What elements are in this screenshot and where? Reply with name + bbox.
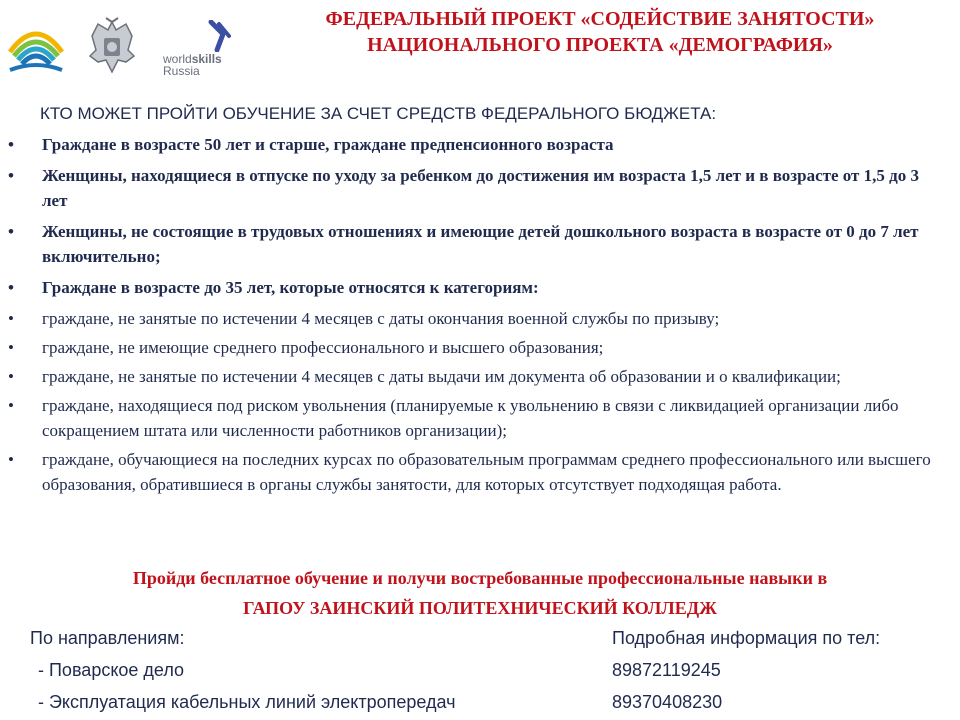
list-item (0, 364, 960, 389)
list-item-text: граждане, не занятые по истечении 4 месяцев с даты окончания военной службы по призыву; (42, 309, 720, 328)
worldskills-text-bold: skills (191, 52, 222, 66)
list-item (0, 393, 960, 443)
bullet: • (8, 450, 14, 469)
bullet: • (8, 338, 14, 357)
list-item (0, 163, 960, 213)
page-title-line2: НАЦИОНАЛЬНОГО ПРОЕКТА «ДЕМОГРАФИЯ» (367, 34, 833, 56)
contacts-label: Подробная информация по тел: (612, 628, 881, 648)
page-title-line1: ФЕДЕРАЛЬНЫЙ ПРОЕКТ «СОДЕЙСТВИЕ ЗАНЯТОСТИ» (325, 8, 875, 30)
list-item (0, 132, 960, 157)
bullet: • (8, 135, 14, 154)
worldskills-text-russia: Russia (163, 64, 200, 78)
phone-number: 89872119245 (612, 660, 721, 680)
list-item-text: Женщины, не состоящие в трудовых отношениях и имеющие детей дошкольного возраста в возрасте от 0 до 7 лет включительно; (42, 222, 919, 266)
list-item-text: граждане, находящиеся под риском увольнения (планируемые к увольнению в связи с ликвидацией организации либо сокращением штата или численности работников организации); (42, 396, 899, 440)
call-to-action-line1: Пройди бесплатное обучение и получи востребованные профессиональные навыки в (132, 568, 828, 588)
phone-number: 89370408230 (612, 692, 723, 712)
direction-item: - Эксплуатация кабельных линий электропередач (38, 692, 456, 712)
bullet: • (8, 367, 14, 386)
bullet: • (8, 222, 14, 241)
logo-strip (0, 0, 250, 95)
worldskills-logo-icon (163, 20, 233, 78)
section-heading: КТО МОЖЕТ ПРОЙТИ ОБУЧЕНИЕ ЗА СЧЕТ СРЕДСТВ ФЕДЕРАЛЬНОГО БЮДЖЕТА: (40, 104, 717, 123)
list-item-text: Граждане в возрасте до 35 лет, которые относятся к категориям: (42, 278, 539, 297)
bullet: • (8, 309, 14, 328)
direction-item: - Поварское дело (38, 660, 185, 680)
list-item (0, 275, 960, 300)
college-name: ГАПОУ ЗАИНСКИЙ ПОЛИТЕХНИЧЕСКИЙ КОЛЛЕДЖ (243, 598, 717, 618)
directions-label: По направлениям: (30, 628, 185, 648)
page-title (255, 6, 945, 58)
russian-emblem-icon (82, 16, 142, 80)
call-to-action (0, 563, 960, 623)
list-item (0, 219, 960, 269)
bullet: • (8, 278, 14, 297)
directions-block (30, 622, 456, 718)
demography-logo-icon (6, 22, 66, 74)
list-item (0, 335, 960, 360)
bullet: • (8, 396, 14, 415)
list-item-text: граждане, не имеющие среднего профессионального и высшего образования; (42, 338, 604, 357)
worldskills-text-light: world (163, 52, 192, 66)
list-item (0, 306, 960, 331)
contacts-block (612, 622, 880, 718)
bullet: • (8, 166, 14, 185)
list-item-text: граждане, обучающиеся на последних курсах по образовательным программам среднего профессионального или высшего образования, обратившиеся в органы службы занятости, для которых отсутствует подходящая работа. (42, 450, 931, 494)
list-item (0, 447, 960, 497)
list-item-text: Женщины, находящиеся в отпуске по уходу за ребенком до достижения им возраста 1,5 лет и в возрасте от 1,5 до 3 лет (42, 166, 920, 210)
list-item-text: граждане, не занятые по истечении 4 месяцев с даты выдачи им документа об образовании и о квалификации; (42, 367, 841, 386)
eligibility-list (0, 132, 960, 501)
list-item-text: Граждане в возрасте 50 лет и старше, граждане предпенсионного возраста (42, 135, 614, 154)
